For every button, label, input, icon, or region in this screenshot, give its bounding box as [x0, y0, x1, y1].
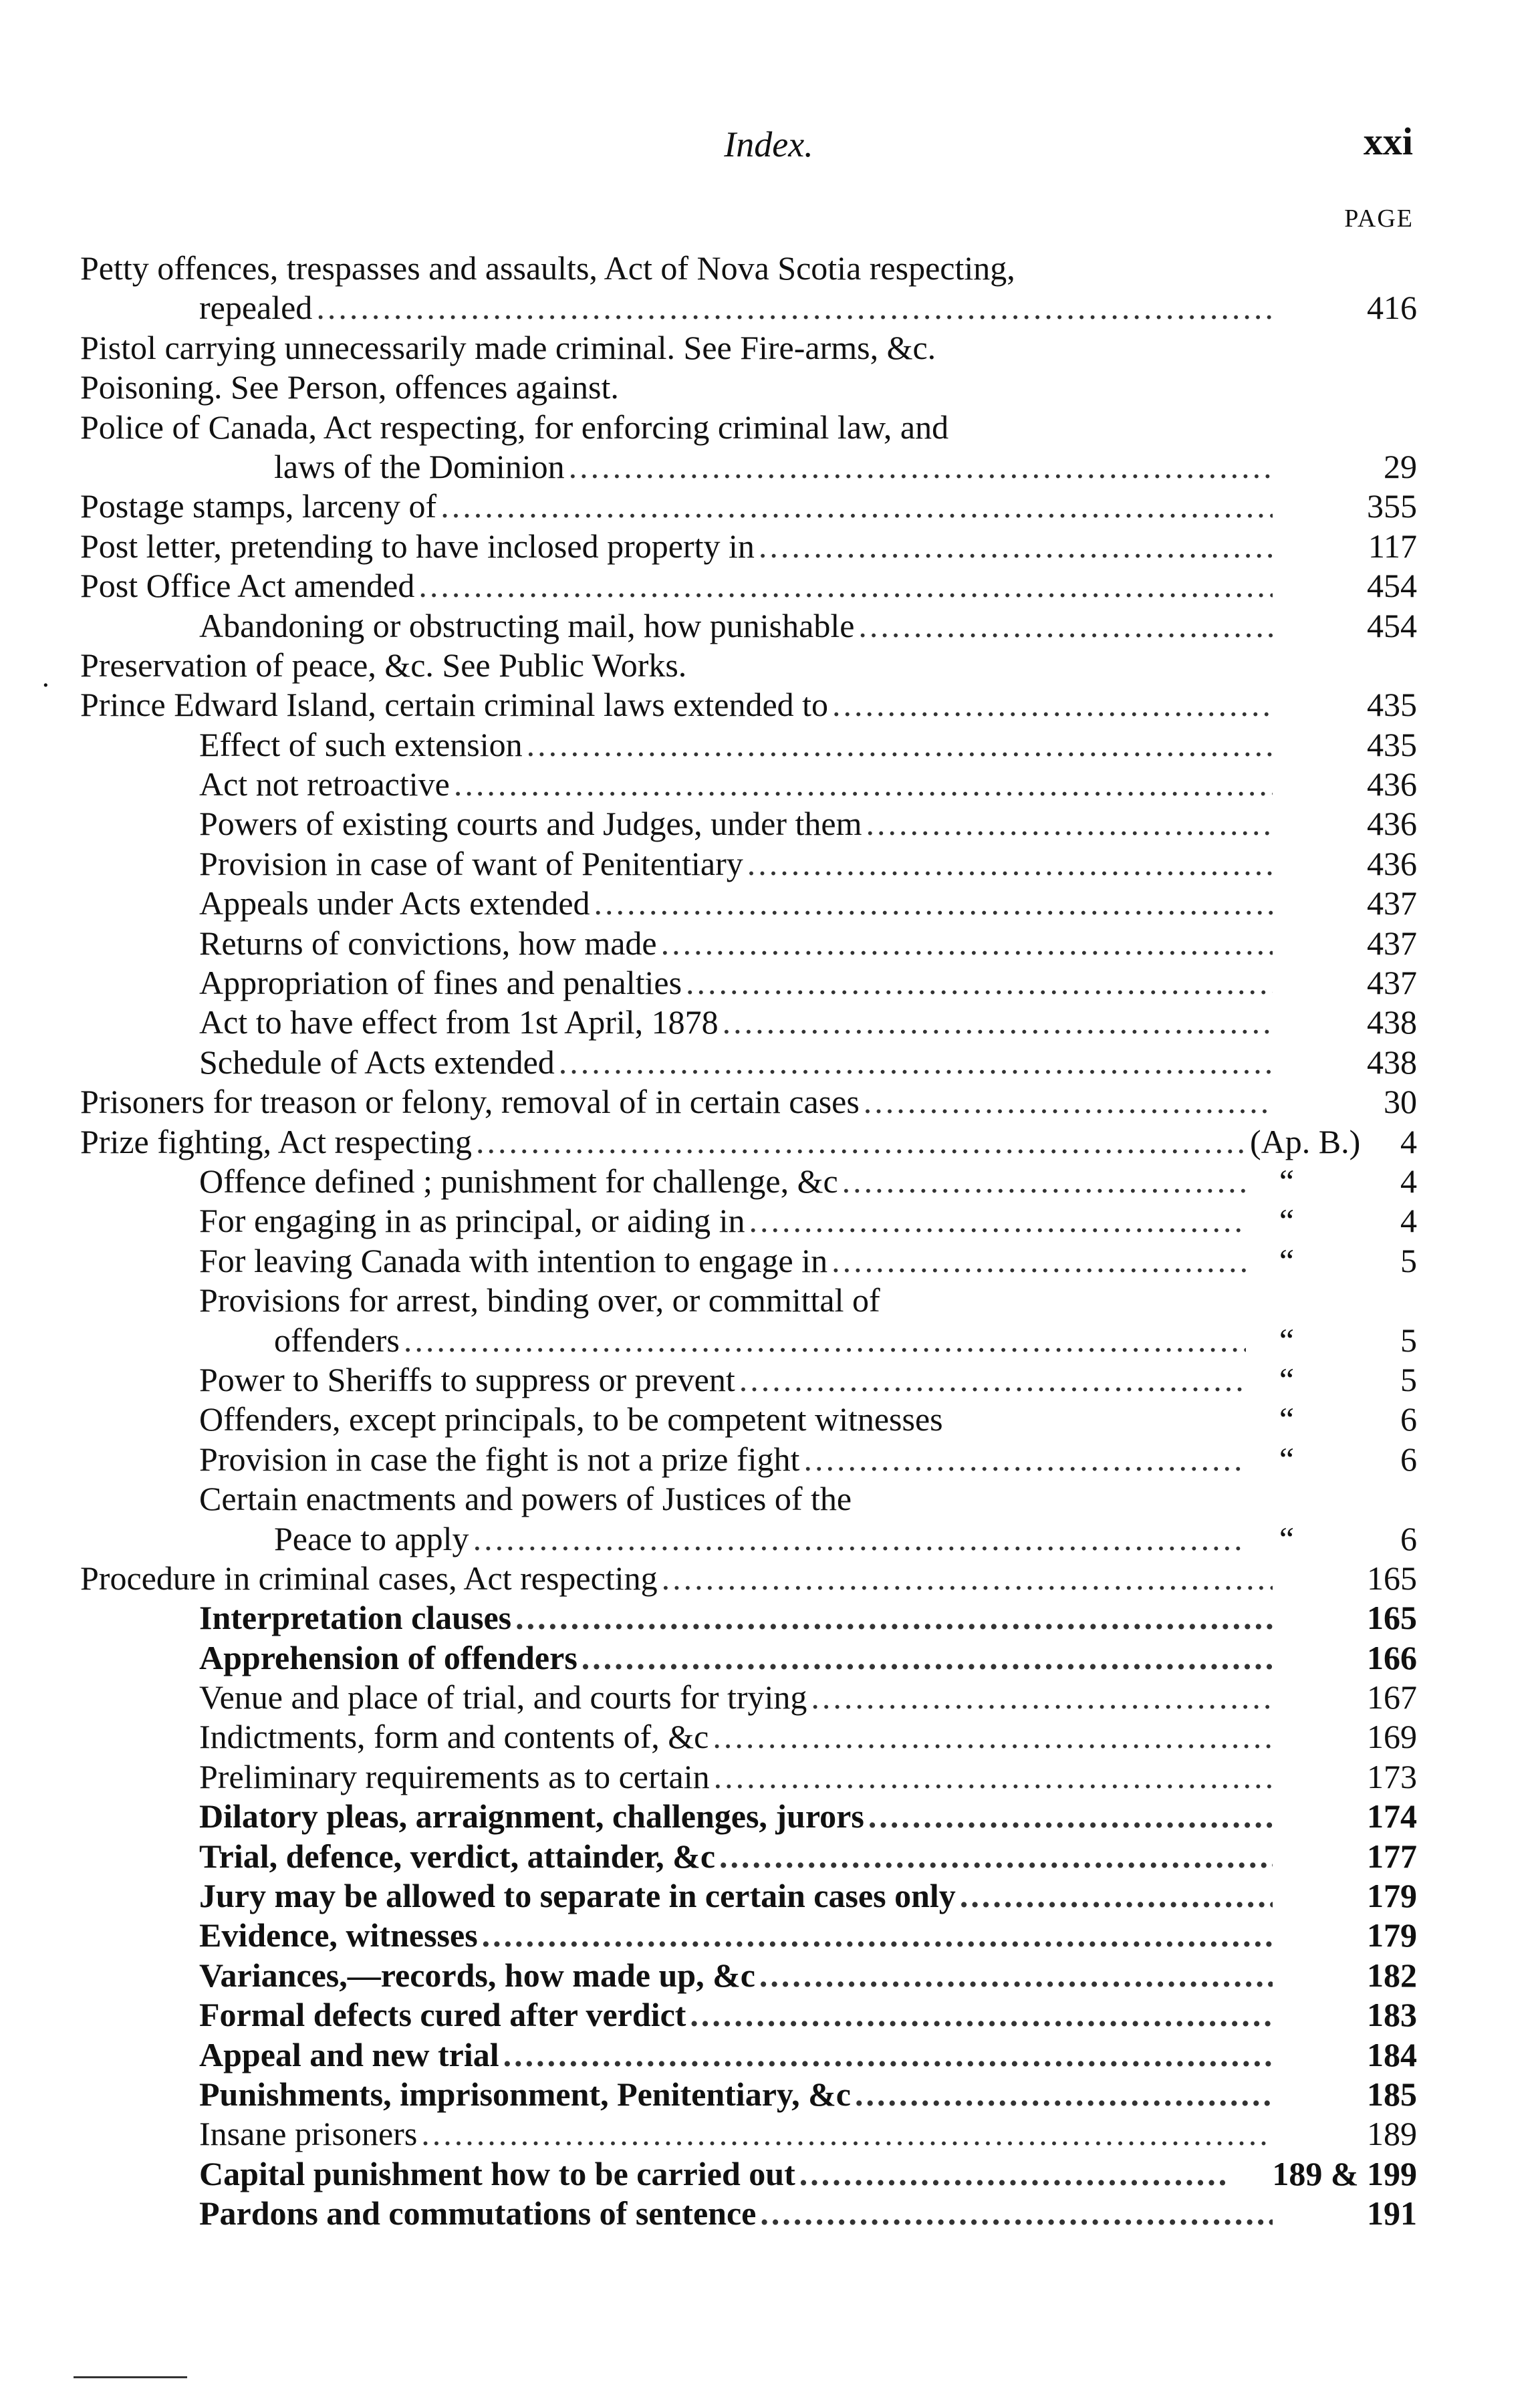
ditto-mark: “: [1279, 1519, 1295, 1557]
ditto-mark: “: [1279, 1360, 1295, 1398]
entry-text: laws of the Dominion: [274, 447, 565, 485]
entry-text: Pardons and commutations of sentence: [199, 2194, 757, 2233]
footer-rule: [74, 2376, 187, 2378]
index-subentry: [80, 1797, 1417, 1836]
entry-page: 174: [1367, 1797, 1417, 1835]
entry-text: Prisoners for treason or felony, removal of in certain cases: [80, 1083, 860, 1121]
entry-page: 189 & 199: [1272, 2154, 1417, 2192]
index-subentry: [80, 2075, 1417, 2114]
index-subentry: [80, 844, 1417, 884]
entry-text: Certain enactments and powers of Justices of the: [199, 1480, 852, 1518]
leader-dots: [515, 1598, 1273, 1638]
margin-mark: ·: [41, 670, 50, 701]
leader-dots: [831, 1241, 1246, 1281]
entry-text: Provisions for arrest, binding over, or committal of: [199, 1281, 880, 1319]
ditto-mark: “: [1279, 1162, 1295, 1200]
ditto-mark: “: [1279, 1400, 1295, 1438]
index-subentry: [80, 1479, 1417, 1519]
leader-dots: [832, 685, 1273, 725]
entry-page: 6: [1400, 1519, 1417, 1557]
index-entry: [80, 527, 1417, 566]
entry-page: 29: [1384, 447, 1417, 485]
leader-dots: [868, 1797, 1273, 1836]
leader-dots: [569, 447, 1273, 487]
index-subentry: [80, 1519, 1417, 1559]
index-subentry: [80, 1321, 1417, 1360]
leader-dots: [760, 2194, 1273, 2233]
leader-dots: [960, 1876, 1273, 1916]
entry-text: Poisoning. See Person, offences against.: [80, 368, 619, 406]
entry-text: Provision in case of want of Penitentiary: [199, 844, 743, 882]
entry-page: 355: [1367, 487, 1417, 525]
leader-dots: [723, 1003, 1273, 1042]
index-subentry: [80, 606, 1417, 646]
index-subentry: [80, 2194, 1417, 2233]
leader-dots: [662, 1559, 1273, 1598]
entry-text: Venue and place of trial, and courts for trying: [199, 1678, 807, 1717]
entry-text: Police of Canada, Act respecting, for enforcing criminal law, and: [80, 408, 949, 446]
entry-page: 167: [1367, 1678, 1417, 1717]
entry-page: 165: [1367, 1559, 1417, 1597]
entry-page: 169: [1367, 1718, 1417, 1756]
index-subentry: [80, 1876, 1417, 1916]
leader-dots: [440, 487, 1273, 526]
index-entry: [80, 566, 1417, 606]
index-entry: [80, 249, 1417, 288]
ditto-mark: “: [1279, 1241, 1295, 1279]
entry-page: 454: [1367, 606, 1417, 644]
index-subentry: [80, 765, 1417, 804]
leader-dots: [559, 1043, 1273, 1082]
index-subentry: [80, 1003, 1417, 1042]
index-subentry: [80, 1043, 1417, 1082]
entry-text: Act not retroactive: [199, 765, 450, 803]
index-entry: [80, 368, 1417, 407]
entry-page: 191: [1367, 2194, 1417, 2233]
entry-text: Apprehension of offenders: [199, 1638, 578, 1676]
entry-text: Postage stamps, larceny of: [80, 487, 437, 525]
entry-page: 437: [1367, 884, 1417, 922]
entry-page: 4: [1400, 1162, 1417, 1200]
index-entry: [80, 685, 1417, 725]
entry-page: 179: [1367, 1877, 1417, 1915]
entry-text: Jury may be allowed to separate in certain cases only: [199, 1877, 956, 1915]
leader-dots: [686, 963, 1273, 1003]
entry-page: 4: [1400, 1202, 1417, 1240]
entry-text: Pistol carrying unnecessarily made criminal. See Fire-arms, &c.: [80, 328, 936, 366]
index-entry: [80, 1122, 1417, 1162]
ditto-mark: “: [1279, 1321, 1295, 1359]
index-subentry: [80, 1995, 1417, 2035]
leader-dots: [866, 804, 1273, 844]
index-subentry: [80, 1956, 1417, 1995]
index-entry: [80, 1082, 1417, 1122]
index-entry: [80, 646, 1417, 685]
ditto-mark: “: [1279, 1202, 1295, 1240]
index-subentry: [80, 884, 1417, 923]
leader-dots: [527, 725, 1273, 765]
leader-dots: [759, 1956, 1273, 1995]
entry-page: 30: [1384, 1083, 1417, 1121]
entry-text: repealed: [199, 289, 313, 327]
entry-page: 6: [1400, 1440, 1417, 1478]
entry-text: Prize fighting, Act respecting: [80, 1122, 472, 1160]
leader-dots: [864, 1082, 1273, 1122]
leader-dots: [316, 288, 1273, 328]
leader-dots: [421, 2114, 1273, 2154]
entry-page: 4: [1400, 1122, 1417, 1160]
index-entry: [80, 447, 1417, 487]
index-subentry: [80, 1440, 1417, 1479]
leader-dots: [811, 1678, 1273, 1717]
index-subentry: [80, 1201, 1417, 1241]
entry-page: 166: [1367, 1638, 1417, 1676]
leader-dots: [858, 606, 1273, 646]
entry-text: Abandoning or obstructing mail, how punishable: [199, 606, 855, 644]
leader-dots: [418, 566, 1273, 606]
entry-page: 184: [1367, 2035, 1417, 2073]
entry-text: Dilatory pleas, arraignment, challenges, jurors: [199, 1797, 864, 1835]
page-column-heading: PAGE: [1344, 205, 1414, 233]
entry-text: Powers of existing courts and Judges, under them: [199, 805, 862, 843]
entry-text: Petty offences, trespasses and assaults, Act of Nova Scotia respecting,: [80, 249, 1015, 287]
entry-text: Formal defects cured after verdict: [199, 1996, 686, 2034]
entry-text: Appeal and new trial: [199, 2035, 499, 2073]
entry-page: 435: [1367, 686, 1417, 724]
entry-page: 436: [1367, 844, 1417, 882]
index-subentry: [80, 1281, 1417, 1320]
entry-text: Offence defined ; punishment for challenge, &c: [199, 1162, 838, 1200]
index-subentry: [80, 1717, 1417, 1757]
index-subentry: [80, 1241, 1417, 1281]
index-subentry: [80, 1837, 1417, 1876]
entry-text: Evidence, witnesses: [199, 1916, 478, 1954]
entry-text: Post letter, pretending to have inclosed property in: [80, 527, 755, 565]
entry-text: Prince Edward Island, certain criminal laws extended to: [80, 686, 829, 724]
index-subentry: [80, 725, 1417, 765]
entry-text: Offenders, except principals, to be competent witnesses: [199, 1400, 943, 1438]
leader-dots: [747, 844, 1273, 884]
entry-text: Appropriation of fines and penalties: [199, 964, 682, 1002]
entry-text: Procedure in criminal cases, Act respecting: [80, 1559, 658, 1597]
index-subentry: [80, 1638, 1417, 1678]
entry-text: offenders: [274, 1321, 400, 1359]
index-entry: [80, 487, 1417, 526]
leader-dots: [714, 1757, 1273, 1797]
entry-page: 179: [1367, 1916, 1417, 1954]
entry-text: Act to have effect from 1st April, 1878: [199, 1003, 719, 1041]
entry-page: 5: [1400, 1241, 1417, 1279]
entry-page: 182: [1367, 1956, 1417, 1994]
index-entry: [80, 1559, 1417, 1598]
appendix-ref: (Ap. B.): [1250, 1122, 1361, 1160]
index-subentry: [80, 2035, 1417, 2075]
leader-dots: [855, 2075, 1273, 2114]
index-subentry: [80, 1360, 1417, 1400]
index-subentry: [80, 1400, 1417, 1439]
entry-text: Provision in case the fight is not a prize fight: [199, 1440, 800, 1478]
entry-text: Preliminary requirements as to certain: [199, 1757, 710, 1795]
entry-page: 185: [1367, 2075, 1417, 2113]
leader-dots: [454, 765, 1273, 804]
index-entry: [80, 328, 1417, 368]
index-subentry: [80, 963, 1417, 1003]
entry-text: Peace to apply: [274, 1519, 469, 1557]
entry-text: Insane prisoners: [199, 2115, 418, 2153]
leader-dots: [749, 1201, 1246, 1241]
entry-text: Indictments, form and contents of, &c: [199, 1718, 709, 1756]
page-number: xxi: [1363, 120, 1413, 163]
entry-page: 454: [1367, 567, 1417, 605]
entry-page: 189: [1367, 2115, 1417, 2153]
leader-dots: [739, 1360, 1246, 1400]
ditto-mark: “: [1279, 1440, 1295, 1478]
entry-page: 173: [1367, 1757, 1417, 1795]
entry-text: Preservation of peace, &c. See Public Works.: [80, 646, 687, 684]
entry-text: Variances,—records, how made up, &c: [199, 1956, 755, 1994]
leader-dots: [719, 1837, 1273, 1876]
leader-dots: [503, 2035, 1273, 2075]
index-subentry: [80, 1678, 1417, 1717]
index-subentry: [80, 1162, 1417, 1201]
entry-text: Returns of convictions, how made: [199, 924, 657, 962]
leader-dots: [690, 1995, 1273, 2035]
entry-page: 438: [1367, 1003, 1417, 1041]
leader-dots: [404, 1321, 1246, 1360]
entry-page: 416: [1367, 289, 1417, 327]
entry-text: For leaving Canada with intention to engage in: [199, 1241, 828, 1279]
entry-page: 435: [1367, 725, 1417, 763]
entry-page: 437: [1367, 924, 1417, 962]
entry-text: Post Office Act amended: [80, 567, 415, 605]
leader-dots: [582, 1638, 1273, 1678]
entry-page: 183: [1367, 1996, 1417, 2034]
entry-page: 165: [1367, 1599, 1417, 1637]
index-subentry: [80, 924, 1417, 963]
entry-text: Capital punishment how to be carried out: [199, 2154, 795, 2192]
index-entry: [80, 288, 1417, 328]
entry-text: Schedule of Acts extended: [199, 1043, 555, 1081]
entry-page: 438: [1367, 1043, 1417, 1081]
leader-dots: [759, 527, 1273, 566]
leader-dots: [594, 884, 1273, 923]
entry-text: Interpretation clauses: [199, 1599, 512, 1637]
index-subentry: [80, 2154, 1417, 2194]
entry-page: 177: [1367, 1837, 1417, 1875]
entry-text: Punishments, imprisonment, Penitentiary, &c: [199, 2075, 851, 2113]
running-title: Index.: [724, 124, 813, 164]
leader-dots: [473, 1519, 1246, 1559]
index-subentry: [80, 804, 1417, 844]
entry-page: 437: [1367, 964, 1417, 1002]
leader-dots: [842, 1162, 1246, 1201]
entry-text: Appeals under Acts extended: [199, 884, 590, 922]
leader-dots: [803, 1440, 1246, 1479]
entry-text: Effect of such extension: [199, 725, 523, 763]
entry-page: 436: [1367, 765, 1417, 803]
entry-page: 117: [1368, 527, 1417, 565]
entry-page: 5: [1400, 1321, 1417, 1359]
entry-page: 5: [1400, 1360, 1417, 1398]
index-subentry: [80, 1916, 1417, 1955]
index-subentry: [80, 1757, 1417, 1797]
index-subentry: [80, 1598, 1417, 1638]
index-list: [80, 249, 1417, 2234]
leader-dots: [799, 2154, 1226, 2194]
entry-page: 6: [1400, 1400, 1417, 1438]
leader-dots: [713, 1717, 1273, 1757]
entry-text: For engaging in as principal, or aiding in: [199, 1202, 745, 1240]
leader-dots: [661, 924, 1273, 963]
index-entry: [80, 408, 1417, 447]
entry-page: 436: [1367, 805, 1417, 843]
index-subentry: [80, 2114, 1417, 2154]
entry-text: Trial, defence, verdict, attainder, &c: [199, 1837, 716, 1875]
entry-text: Power to Sheriffs to suppress or prevent: [199, 1360, 735, 1398]
leader-dots: [476, 1122, 1246, 1162]
leader-dots: [482, 1916, 1273, 1955]
